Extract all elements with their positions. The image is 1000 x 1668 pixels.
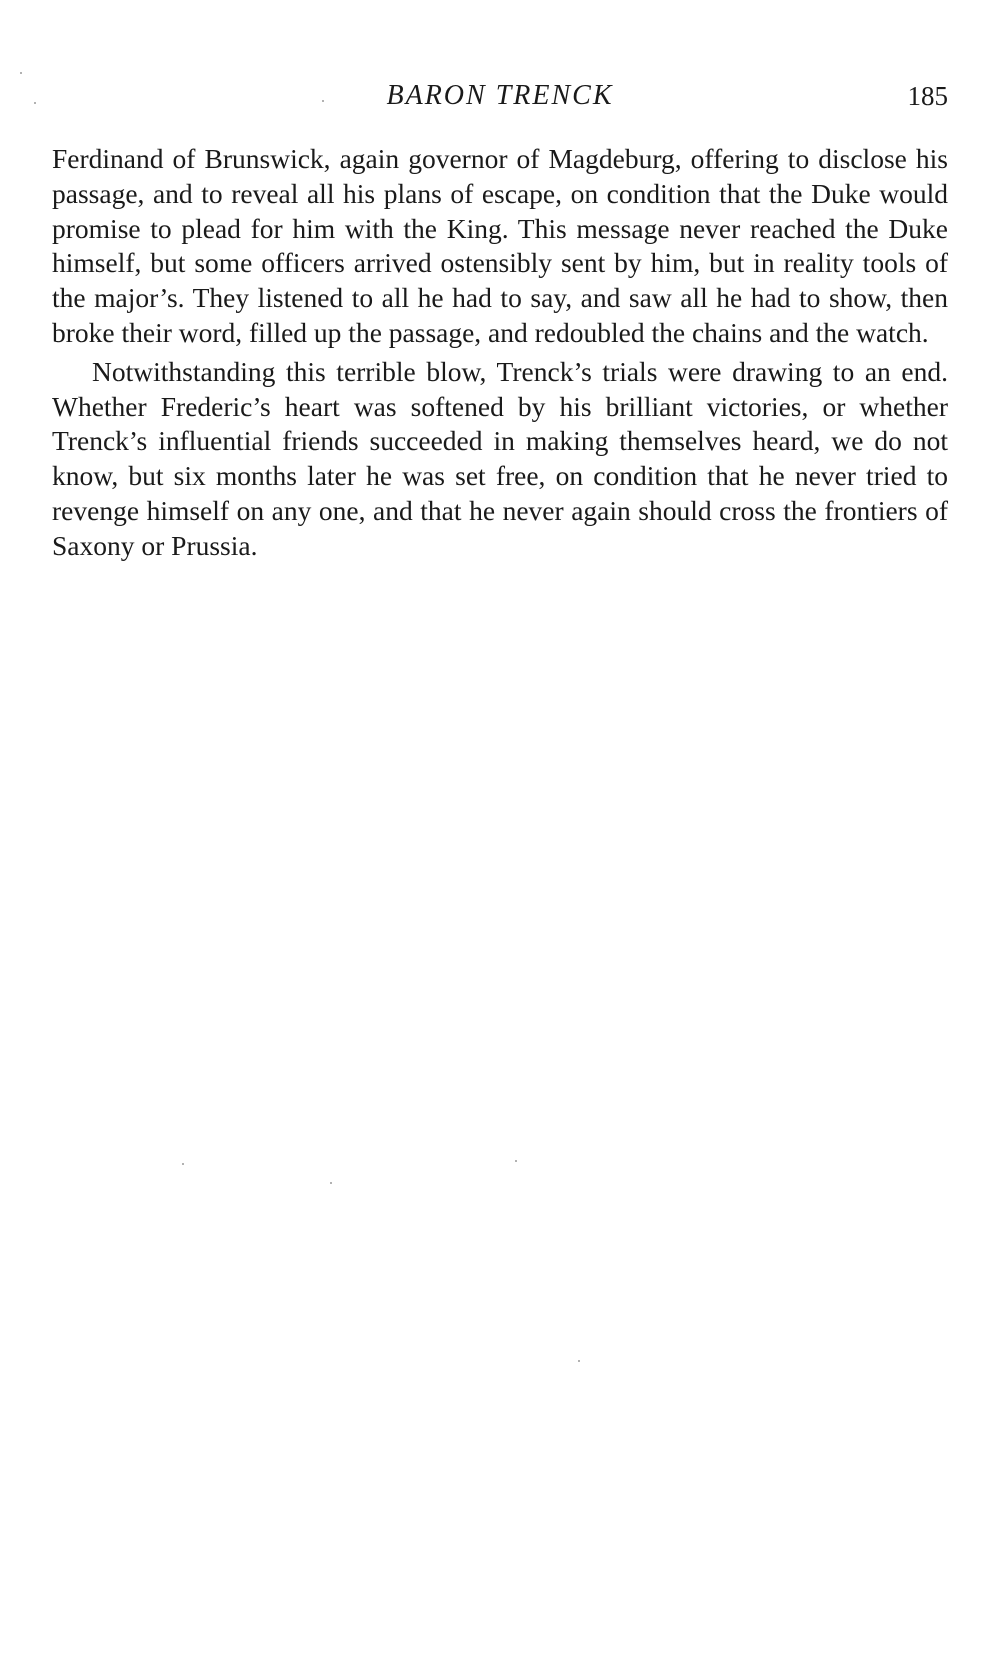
scan-speck <box>182 1163 184 1165</box>
scan-speck <box>20 72 22 74</box>
running-title: BARON TRENCK <box>386 80 614 111</box>
scan-speck <box>34 102 36 104</box>
page-header <box>52 78 948 114</box>
scan-speck <box>322 100 324 102</box>
scan-speck <box>515 1160 517 1162</box>
paragraph: Notwithstanding this terrible blow, Trenck’s trials were drawing to an end. Whether Frederic’s heart was softened by his brilliant victories, or whether Trenck’s influential friends succeeded in making themselves heard, we do not know, but six months later he was set free, on condition that he never tried to revenge himself on any one, and that he never again should cross the frontiers of Saxony or Prussia. <box>52 355 948 561</box>
scan-speck <box>330 1182 332 1184</box>
page-number: 185 <box>907 81 948 111</box>
paragraph-continued: Ferdinand of Brunswick, again governor of Magdeburg, offering to disclose his passage, and to reveal all his plans of escape, on condition that the Duke would promise to plead for him with the King. This message never reached the Duke himself, but some officers arrived ostensibly sent by him, but in reality tools of the major’s. They listened to all he had to say, and saw all he had to show, then broke their word, filled up the passage, and redoubled the chains and the watch. <box>52 143 948 348</box>
scan-speck <box>578 1360 580 1362</box>
body-text <box>52 142 948 564</box>
